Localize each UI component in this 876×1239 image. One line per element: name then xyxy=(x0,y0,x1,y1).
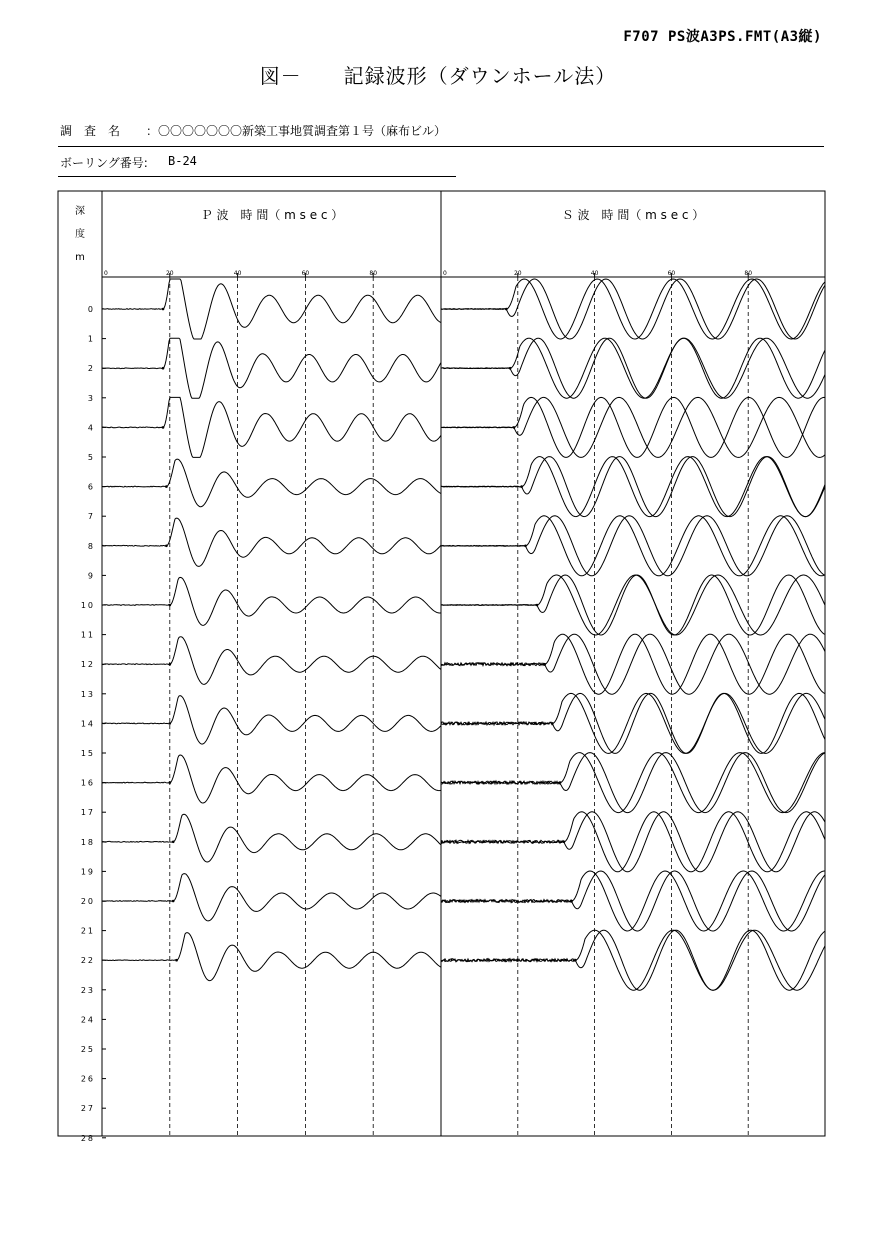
s-panel-title: Ｓ 波 時 間（ m s e c ） xyxy=(561,208,705,222)
s-wave-trace-12-1 xyxy=(441,634,825,694)
boring-value: B-24 xyxy=(168,154,197,168)
p-wave-trace-18 xyxy=(102,814,441,862)
depth-tick-label: 12 xyxy=(80,660,95,670)
s-arrival-pick xyxy=(524,545,527,548)
p-arrival-pick xyxy=(162,308,165,311)
page-title: 図－ 記録波形（ダウンホール法） xyxy=(259,64,617,88)
depth-tick-label: 18 xyxy=(80,837,95,847)
survey-label: 調 査 名 xyxy=(60,124,121,138)
s-wave-trace-14-2 xyxy=(441,693,825,753)
s-arrival-pick xyxy=(536,604,539,607)
s-arrival-pick xyxy=(551,722,554,725)
depth-tick-label: 2 xyxy=(87,364,95,374)
depth-tick-label: 24 xyxy=(80,1015,95,1025)
p-arrival-pick xyxy=(169,663,172,666)
p-wave-trace-16 xyxy=(102,755,441,803)
p-arrival-pick xyxy=(165,545,168,548)
s-arrival-pick xyxy=(513,426,516,429)
s-wave-trace-10-2 xyxy=(441,575,825,635)
s-xtick-label: 60 xyxy=(667,270,676,277)
depth-tick-label: 27 xyxy=(80,1104,95,1114)
p-arrival-pick xyxy=(165,485,168,488)
p-arrival-pick xyxy=(172,900,175,903)
p-wave-trace-10 xyxy=(102,577,441,625)
depth-tick-label: 17 xyxy=(80,808,95,818)
p-arrival-pick xyxy=(162,426,165,429)
depth-tick-label: 15 xyxy=(80,749,95,758)
p-wave-trace-12 xyxy=(102,637,441,685)
p-wave-trace-20 xyxy=(102,874,441,921)
survey-value: ：〇〇〇〇〇〇〇新築工事地質調査第１号（麻布ビル） xyxy=(146,124,447,138)
s-wave-trace-8-2 xyxy=(441,516,825,576)
depth-tick-label: 21 xyxy=(80,926,95,936)
s-arrival-pick xyxy=(520,485,523,488)
depth-tick-label: 6 xyxy=(87,482,95,492)
p-wave-trace-8 xyxy=(102,518,441,566)
p-wave-trace-0 xyxy=(102,279,441,339)
depth-tick-label: 23 xyxy=(80,985,95,995)
s-xtick-label: 80 xyxy=(744,270,753,277)
s-arrival-pick xyxy=(574,959,577,962)
p-wave-trace-14 xyxy=(102,696,441,744)
p-arrival-pick xyxy=(162,367,165,370)
p-panel-title: Ｐ 波 時 間（ m s e c ） xyxy=(200,208,344,222)
s-xtick-label: 40 xyxy=(590,270,599,277)
p-xtick-label: 20 xyxy=(165,270,174,277)
depth-tick-label: 20 xyxy=(80,897,95,906)
format-code: F707 PS波A3PS.FMT(A3縦) xyxy=(623,29,822,45)
p-wave-traces xyxy=(102,279,441,981)
p-wave-trace-6 xyxy=(102,459,441,507)
boring-label: ボーリング番号: xyxy=(60,156,148,170)
depth-axis-label: 度 xyxy=(75,229,85,240)
s-wave-trace-6-2 xyxy=(441,457,825,517)
s-arrival-pick xyxy=(570,900,573,903)
depth-tick-label: 26 xyxy=(80,1074,95,1084)
s-wave-trace-18-2 xyxy=(441,812,825,872)
s-xtick-label: 20 xyxy=(513,270,522,277)
p-xtick-label: 80 xyxy=(369,270,378,277)
p-arrival-pick xyxy=(169,722,172,725)
s-arrival-pick xyxy=(505,308,508,311)
s-arrival-pick xyxy=(563,841,566,844)
depth-axis-label: 深 xyxy=(75,206,85,217)
depth-tick-label: 8 xyxy=(87,541,95,551)
depth-tick-label: 14 xyxy=(80,719,95,729)
p-wave-trace-2 xyxy=(102,338,441,398)
chart-headers xyxy=(75,205,752,277)
p-arrival-pick xyxy=(169,781,172,784)
s-wave-trace-0-2 xyxy=(441,279,825,339)
p-arrival-pick xyxy=(172,841,175,844)
p-xtick-label: 0 xyxy=(104,270,108,277)
depth-tick-label: 0 xyxy=(87,305,95,314)
depth-axis-label: m xyxy=(75,252,85,263)
s-wave-trace-22-1 xyxy=(441,930,825,990)
depth-tick-label: 22 xyxy=(80,956,95,966)
s-wave-trace-20-1 xyxy=(441,871,825,931)
depth-tick-label: 10 xyxy=(80,601,95,610)
s-xtick-label: 0 xyxy=(443,270,447,277)
depth-tick-label: 5 xyxy=(87,453,95,462)
s-wave-traces xyxy=(441,279,825,990)
p-xtick-label: 40 xyxy=(233,270,242,277)
p-arrival-pick xyxy=(169,604,172,607)
depth-tick-label: 11 xyxy=(80,630,95,640)
depth-tick-label: 7 xyxy=(87,512,95,522)
p-wave-trace-22 xyxy=(102,933,441,981)
s-wave-trace-16-2 xyxy=(441,753,825,813)
depth-tick-label: 16 xyxy=(80,778,95,788)
p-arrival-pick xyxy=(175,959,178,962)
p-wave-trace-4 xyxy=(102,397,441,457)
p-xtick-label: 60 xyxy=(301,270,310,277)
depth-tick-label: 28 xyxy=(80,1133,95,1143)
depth-tick-label: 4 xyxy=(87,423,95,433)
depth-tick-label: 1 xyxy=(87,334,95,344)
s-arrival-pick xyxy=(543,663,546,666)
depth-tick-label: 19 xyxy=(80,867,95,877)
s-wave-trace-2-2 xyxy=(441,338,825,398)
depth-tick-label: 9 xyxy=(87,571,95,581)
s-arrival-pick xyxy=(559,781,562,784)
depth-tick-label: 13 xyxy=(80,689,95,699)
depth-tick-label: 3 xyxy=(87,393,95,403)
depth-tick-label: 25 xyxy=(80,1045,95,1054)
s-arrival-pick xyxy=(509,367,512,370)
